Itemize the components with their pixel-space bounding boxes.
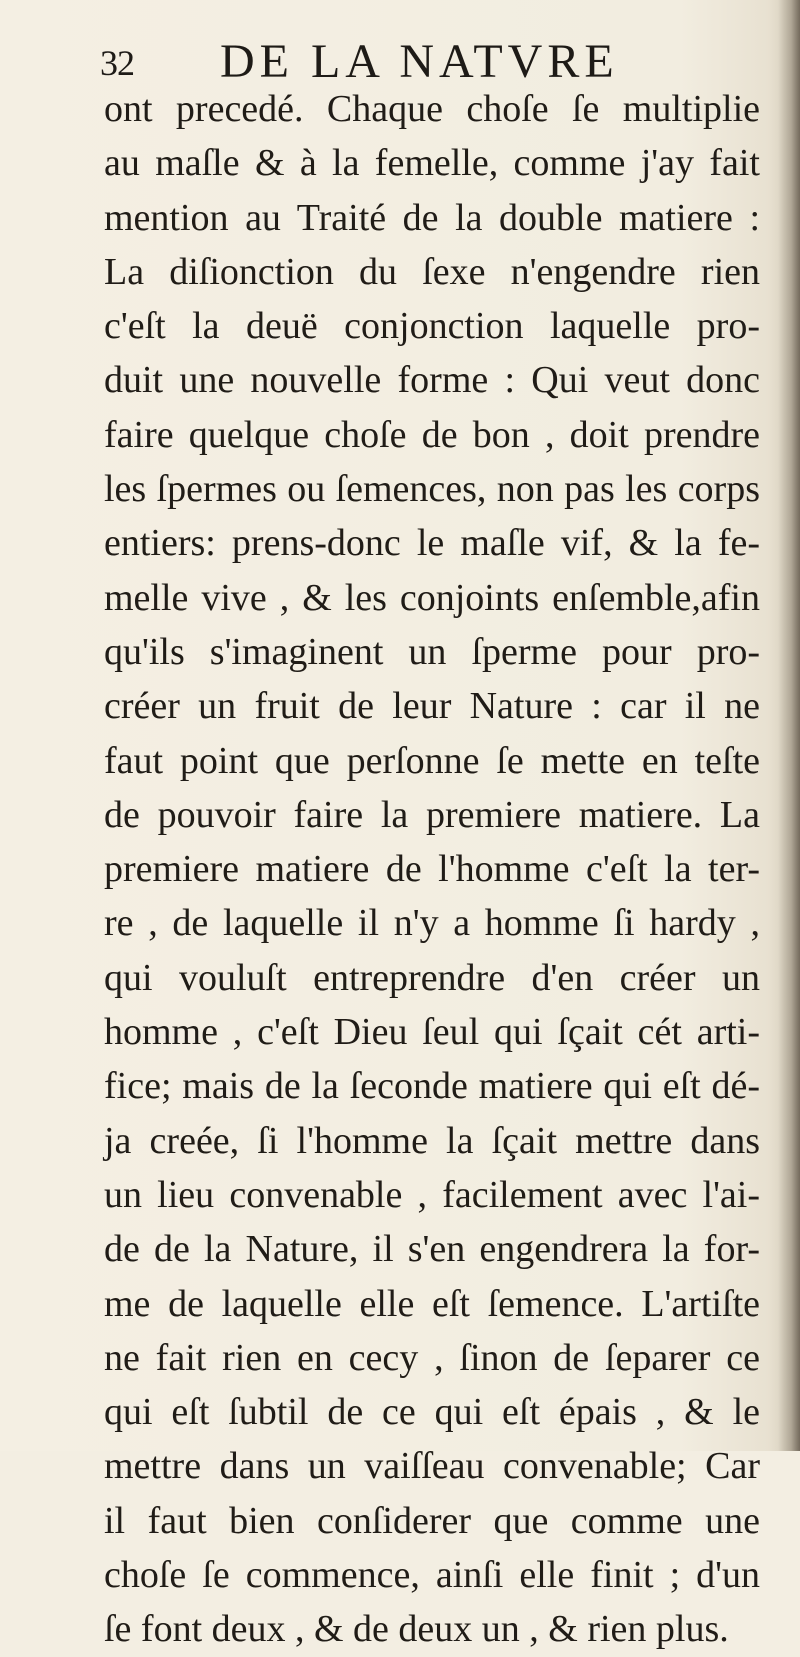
page-number: 32 (100, 43, 134, 83)
text-line: premiere matiere de l'homme c'eſt la ter- (104, 848, 760, 891)
text-line: entiers: prens-donc le maſle vif, & la fe- (104, 522, 760, 565)
text-line: choſe ſe commence, ainſi elle finit ; d'un (104, 1554, 760, 1597)
text-line: mention au Traité de la double matiere : (104, 196, 760, 239)
text-line: La diſionction du ſexe n'engendre rien (104, 250, 760, 293)
text-line: ja creée, ſi l'homme la ſçait mettre dans (104, 1119, 760, 1162)
text-line: de pouvoir faire la premiere matiere. La (104, 793, 760, 836)
text-line: ſe font deux , & de deux un , & rien plus. (104, 1608, 729, 1651)
text-line: me de laquelle elle eſt ſemence. L'artiſte (104, 1282, 760, 1325)
text-line: melle vive , & les conjoints enſemble,afin (104, 576, 760, 619)
text-line: au maſle & à la femelle, comme j'ay fait (104, 142, 760, 185)
text-line: les ſpermes ou ſemences, non pas les corps (104, 468, 760, 511)
text-line: qui eſt ſubtil de ce qui eſt épais , & le (104, 1391, 760, 1434)
text-line: c'eſt la deuë conjonction laquelle pro- (104, 305, 760, 348)
text-line: faut point que perſonne ſe mette en teſte (104, 739, 760, 782)
text-line: ne fait rien en cecy , ſinon de ſeparer ce (104, 1336, 760, 1379)
text-line: mettre dans un vaiſſeau convenable; Car (104, 1445, 760, 1488)
text-line: qui vouluſt entreprendre d'en créer un (104, 956, 760, 999)
running-head: DE LA NATVRE (220, 35, 619, 88)
body-text (104, 82, 760, 1657)
text-line: homme , c'eſt Dieu ſeul qui ſçait cét arti- (104, 1011, 760, 1054)
text-line: un lieu convenable , facilement avec l'ai- (104, 1173, 760, 1216)
text-line: fice; mais de la ſeconde matiere qui eſt dé- (104, 1065, 760, 1108)
text-line: faire quelque choſe de bon , doit prendre (104, 413, 760, 456)
text-line: de de la Nature, il s'en engendrera la for- (104, 1228, 760, 1271)
text-line: il faut bien conſiderer que comme une (104, 1499, 760, 1542)
text-line: duit une nouvelle forme : Qui veut donc (104, 359, 760, 402)
text-line: qu'ils s'imaginent un ſperme pour pro- (104, 630, 760, 673)
text-line: re , de laquelle il n'y a homme ſi hardy , (104, 902, 760, 945)
text-line: créer un fruit de leur Nature : car il ne (104, 685, 760, 728)
page-gutter-shadow (778, 0, 800, 1451)
text-line: ont precedé. Chaque choſe ſe multiplie (104, 88, 760, 130)
